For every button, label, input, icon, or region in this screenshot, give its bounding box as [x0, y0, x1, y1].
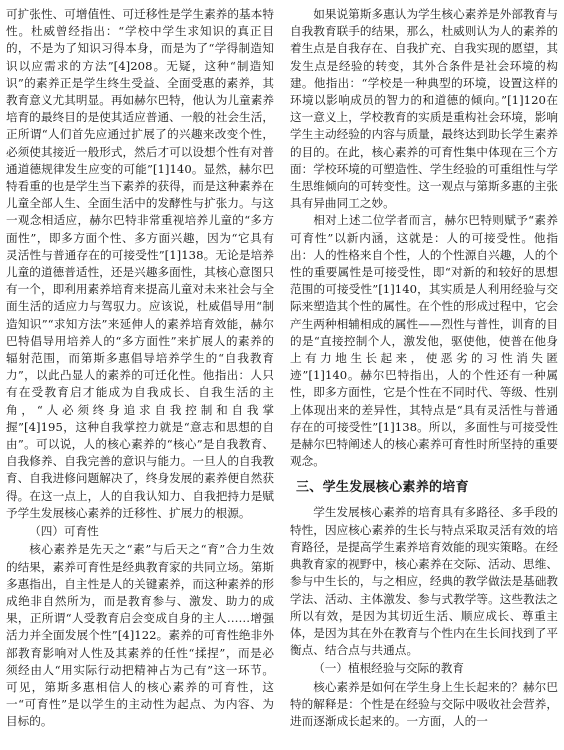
subsection-heading: （一）植根经验与交际的教育	[313, 661, 464, 676]
paragraph: 相对上述二位学者而言，赫尔巴特则赋予“素养可育性”以新内涵，这就是：人的可接受性。他指出：人的性格来自个性，人的个性源自兴趣，人的个性的重要属性是可接受性，即“对新的和较好的思想范围的可接受性”[1]140，其实质是人利用经验与交际来塑造其个性的属性。在个性的形成过程中，它会产生两种相辅相成的属性——烈性与普性，训育的目的是“直接控制个人，激发他，驱使他，使普在他身上有力地生长起来，使恶劣的习性消失匿迹”[1]140。赫尔巴特指出，人的个性还有一种属性，即多方面性，它是个性在不同时代、等级、性别上体现出来的差异性，其特点是“具有灵活性与普通存在的可接受性”[1]138。所以，多面性与可接受性是赫尔巴特阐述人的核心素养可育性时所坚持的重要观念。	[290, 213, 558, 469]
right-column	[290, 6, 558, 730]
left-column	[6, 6, 274, 731]
subsection-heading: （四）可育性	[29, 524, 99, 539]
paragraph: 核心素养是先天之“素”与后天之“育”合力生效的结果，素养可育性是经典教育家的共同立场。第斯多惠指出，自主性是人的关键素养，而这种素养的形成绝非自然所为，而是教育参与、激发、助力的成果，正所谓“人受教育启会变成自身的主人……增强活力并全面发展个性”[4]122。素养的可育性绝非外部教育影响对人性及其素养的任性“揉捏”，而是必须经由人“用实际行动把精神占为己有”这一环节。可见，第斯多惠相信人的核心素养的可育性，这一“可育性”是以学生的主动性为起点、为内容、为目标的。	[6, 542, 274, 729]
paragraph: 可扩张性、可增值性、可迁移性是学生素养的基本特性。杜威曾经指出：“学校中学生求知识的真正目的，不是为了知识习得本身，而是为了“学得制造知识以应需求的方法”[4]208。无疑，这种“制造知识”的素养正是学生终生受益、全面受惠的素养，其教育意义尤其明显。再如赫尔巴特，他认为儿童素养培育的最终目的是使其适应普通、一般的社会生活，正所谓“人们首先应通过扩展了的兴趣来改变个性，必须使其接近一般形式，然后才可以设想个性有对普通道德规律发生应变的可能”[1]140。显然，赫尔巴特看重的也是学生当下素养的获得，而是这种素养在儿童全部人生、全面生活中的发酵性与扩张力。与这一观念相适应，赫尔巴特非常重视培养儿童的“多方面性”，即多方面个性、多方面兴趣，因为“它具有灵活性与普通存在的可接受性”[1]138。无论是培养儿童的道德普适性，还是兴趣多面性，其核心意图只有一个，即利用素养培育来提高儿童对未来社会与全面生活的适应力与驾驭力。应该说，杜威倡导用“制造知识”“求知方法”来延伸人的素养培育效能，赫尔巴特倡导用培养人的“多方面性”来扩展人的素养的辐射范围，而第斯多惠倡导培养学生的“自我教育力”，以此凸显人的素养的可迁化性。他指出：人只有在受教育启才能成为自我成长、自我生活的主角，“人必须终身追求自我控制和自我掌握”[4]195，这种自我掌控力就是“意志和思想的自由”。可以说，人的核心素养的“核心”是自我教育、自我修养、自我完善的意识与能力。一旦人的自我教育、自我进修问题解决了，终身发展的素养便自然获得。在这一点上，人的自我认知力、自我把持力是赋予学生发展核心素养的迁移性、扩展力的根源。	[6, 7, 274, 520]
section-heading: 三、学生发展核心素养的培育	[296, 480, 469, 496]
paragraph: 核心素养是如何在学生身上生长起来的？赫尔巴特的解释是：个性是在经验与交际中吸收社会营养，进而逐渐成长起来的。一方面，人的一	[290, 679, 558, 728]
paragraph: 如果说第斯多惠认为学生核心素养是外部教育与自我教育联手的结果，那么，杜威则认为人的素养的着生点是自我存在、自我扩充、自我实现的愿望，其发生点是经验的转变，其外合条件是社会环境的构建。他指出：“学校是一种典型的环境，设置这样的环境以影响成员的智力的和道德的倾向。”[1]120在这一意义上，学校教育的实质是重构社会环境，影响学生主动经验的内容与质量，最终达到助长学生素养的目的。在此，核心素养的可育性集中体现在三个方面：学校环境的可塑造性、学生经验的可重组性与学生思维倾向的可转变性。这一观点与第斯多惠的主张具有异曲同工之妙。	[290, 7, 558, 211]
paragraph: 学生发展核心素养的培育具有多路径、多手段的特性，因应核心素养的生长与特点采取灵活有效的培育路径，是提高学生素养培育效能的现实策略。在经典教育家的视野中，核心素养在交际、活动、思维、参与中生长的，与之相应，经典的教学做法是基础教学法、活动、主体激发、参与式教学等。这些教法之所以有效，是因为其切近生活、顺应成长、尊重主体，是因为其在外在教育与个性内在生长间找到了平衡点、结合点与共通点。	[290, 505, 558, 658]
